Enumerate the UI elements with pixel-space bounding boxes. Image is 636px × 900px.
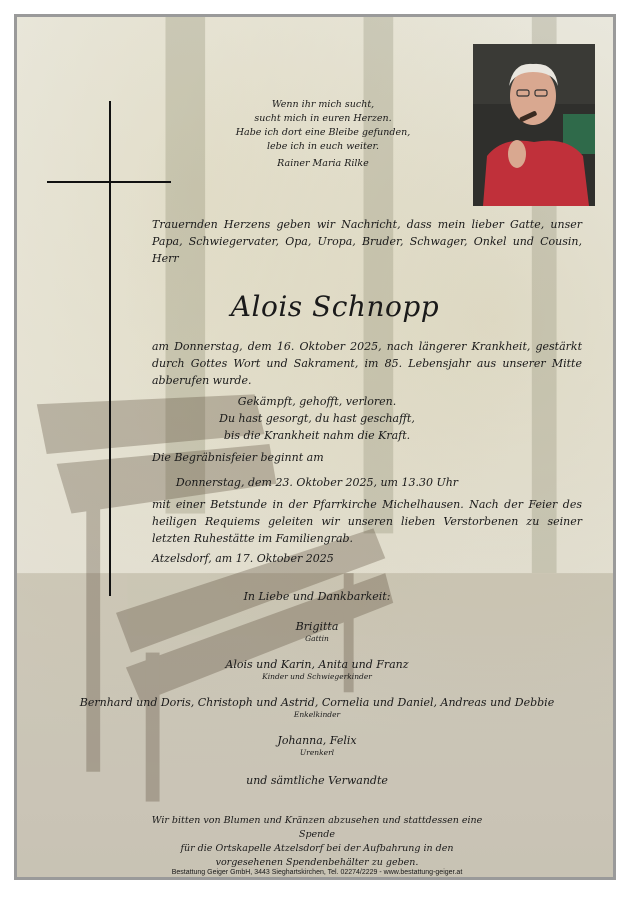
funeral-details: mit einer Betstunde in der Pfarrkirche Michelhausen. Nach der Feier des heiligen Requiems geleiten wir unseren lieben Verstorbenen zu seiner letzten Ruhestätte im Familiengrab. <box>152 498 582 545</box>
family-relation: Urenkerl <box>299 748 335 757</box>
footer-imprint: Bestattung Geiger GmbH, 3443 Sieghartskirchen, Tel. 02274/2229 - www.bestattung-geiger.at <box>171 869 463 876</box>
deceased-name: Alois Schnopp <box>230 290 440 323</box>
family-relation: Kinder und Schwiegerkinder <box>262 672 372 681</box>
poem-line: sucht mich in euren Herzen. <box>254 113 392 124</box>
death-notice: am Donnerstag, dem 16. Oktober 2025, nach längerer Krankheit, gestärkt durch Gottes Wort und Sakrament, im 85. Lebensjahr aus unserer Mitte abberufen wurde. <box>152 340 582 387</box>
request-line: vorgesehenen Spendenbehälter zu geben. <box>215 857 419 868</box>
family-names: Bernhard und Doris, Christoph und Astrid, Cornelia und Daniel, Andreas und Debbie <box>79 696 555 709</box>
family-names: Johanna, Felix <box>277 734 357 747</box>
donation-request <box>137 814 497 870</box>
funeral-intro: Die Begräbnisfeier beginnt am <box>152 451 324 464</box>
funeral-date: Donnerstag, dem 23. Oktober 2025, um 13.30 Uhr <box>175 476 459 489</box>
family-entry <box>77 733 557 758</box>
poem-line: Habe ich dort eine Bleibe gefunden, <box>235 127 411 138</box>
poem-line: lebe ich in euch weiter. <box>266 141 379 152</box>
verse-line: bis die Krankheit nahm die Kraft. <box>223 429 411 442</box>
family-names: Brigitta <box>295 620 339 633</box>
portrait-photo <box>473 44 595 206</box>
family-entry <box>77 695 557 720</box>
family-relation: Enkelkinder <box>293 710 341 719</box>
poem-line: Wenn ihr mich sucht, <box>271 99 375 110</box>
mourners-heading: In Liebe und Dankbarkeit: <box>243 590 391 603</box>
cross-vertical-bar <box>109 101 111 596</box>
poem <box>223 98 423 171</box>
obituary-card <box>14 14 616 880</box>
family-entry <box>77 619 557 644</box>
family-entry <box>77 657 557 682</box>
verse-line: Gekämpft, gehofft, verloren. <box>237 395 397 408</box>
relatives-line: und sämtliche Verwandte <box>246 774 388 787</box>
request-line: für die Ortskapelle Atzelsdorf bei der Aufbahrung in den <box>180 843 454 854</box>
poem-author: Rainer Maria Rilke <box>277 158 369 169</box>
family-names: Alois und Karin, Anita und Franz <box>225 658 409 671</box>
verse-line: Du hast gesorgt, du hast geschafft, <box>219 412 415 425</box>
family-relation: Gattin <box>305 634 329 643</box>
place-date: Atzelsdorf, am 17. Oktober 2025 <box>152 552 334 565</box>
cross-horizontal-bar <box>47 181 171 183</box>
request-line: Wir bitten von Blumen und Kränzen abzusehen und stattdessen eine Spende <box>151 815 483 840</box>
verse <box>137 393 497 444</box>
intro-text: Trauernden Herzens geben wir Nachricht, dass mein lieber Gatte, unser Papa, Schwiegervater, Opa, Uropa, Bruder, Schwager, Onkel und Cousin, Herr <box>152 218 582 265</box>
